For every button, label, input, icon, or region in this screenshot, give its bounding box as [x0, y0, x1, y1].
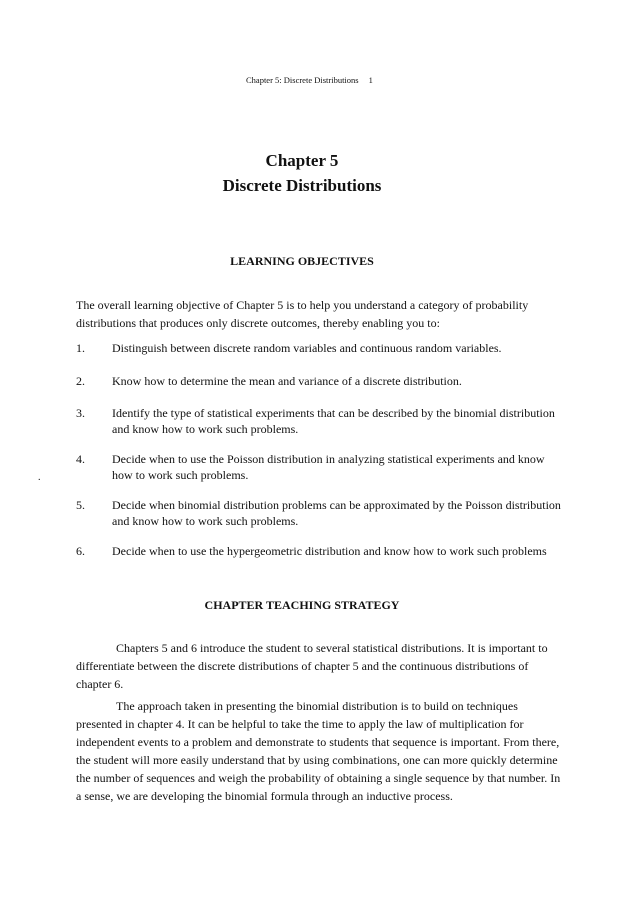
- objective-text: Decide when to use the hypergeometric distribution and know how to work such problems: [112, 544, 547, 558]
- teaching-strategy-paragraph-1: Chapters 5 and 6 introduce the student to several statistical distributions. It is important to differentiate between the discrete distributions of chapter 5 and the continuous distributions of chapter 6.: [76, 641, 548, 691]
- objective-number: 1.: [76, 341, 85, 355]
- objective-number: 5.: [76, 498, 85, 512]
- chapter-name: Discrete Distributions: [222, 176, 382, 195]
- objective-item: [76, 451, 566, 483]
- learning-objectives-intro: The overall learning objective of Chapter 5 is to help you understand a category of probability distributions that produces only discrete outcomes, thereby enabling you to:: [76, 298, 529, 330]
- running-header: [246, 75, 373, 85]
- objective-text: Decide when to use the Poisson distribution in analyzing statistical experiments and know how to work such problems.: [112, 452, 545, 482]
- objective-item: [76, 340, 566, 356]
- teaching-strategy-heading: CHAPTER TEACHING STRATEGY: [204, 598, 400, 612]
- teaching-strategy-paragraph-2: The approach taken in presenting the binomial distribution is to build on techniques presented in chapter 4. It can be helpful to take the time to apply the law of multiplication for independent events to a problem and demonstrate to students that sequence is important. From there, the student will more easily understand that by using combinations, one can more quickly determine the number of sequences and weigh the probability of obtaining a single sequence by that number. In a sense, we are developing the binomial formula through an inductive process.: [76, 699, 561, 803]
- objective-text: Decide when binomial distribution problems can be approximated by the Poisson distribution and know how to work such problems.: [112, 498, 561, 528]
- chapter-title: [0, 148, 604, 198]
- objective-number: 2.: [76, 374, 85, 388]
- objective-text: Know how to determine the mean and variance of a discrete distribution.: [112, 374, 462, 388]
- objective-text: Identify the type of statistical experiments that can be described by the binomial distribution and know how to work such problems.: [112, 406, 555, 436]
- objective-item: [76, 405, 566, 437]
- objective-number: 6.: [76, 544, 85, 558]
- objectives-list: [76, 340, 566, 573]
- running-header-title: Chapter 5: Discrete Distributions: [246, 75, 359, 85]
- objective-number: 4.: [76, 452, 85, 466]
- page-number: 1: [368, 75, 373, 85]
- objective-item: [76, 497, 566, 529]
- chapter-number: Chapter 5: [265, 151, 339, 170]
- objective-number: 3.: [76, 406, 85, 420]
- objective-item: [76, 543, 566, 559]
- objective-text: Distinguish between discrete random variables and continuous random variables.: [112, 341, 502, 355]
- learning-objectives-heading: LEARNING OBJECTIVES: [230, 254, 374, 268]
- objective-item: [76, 373, 566, 389]
- stray-mark: .: [38, 472, 41, 483]
